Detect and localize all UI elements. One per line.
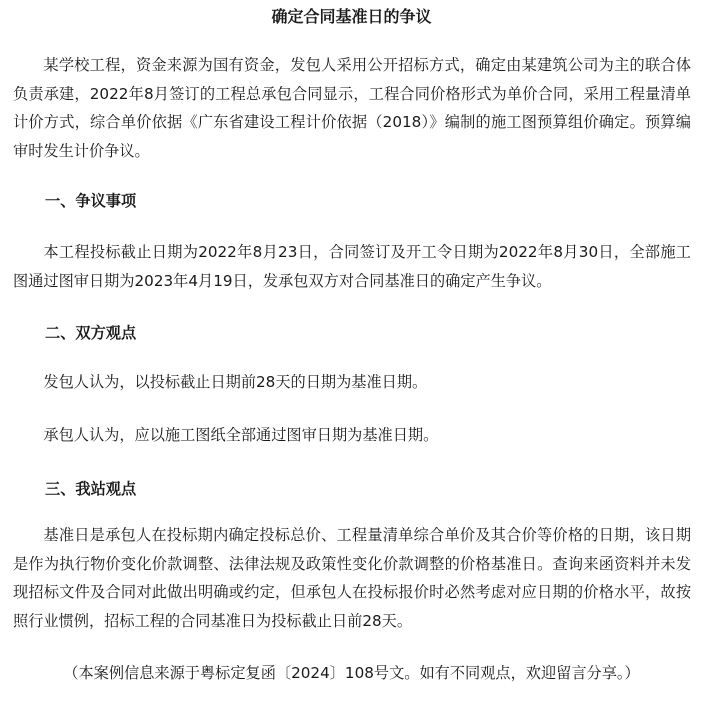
employer-view-paragraph: 发包人认为，以投标截止日期前28天的日期为基准日期。 [43,373,428,391]
source-note: （本案例信息来源于粤标定复函〔2024〕108号文。如有不同观点，欢迎留言分享。） [63,664,640,682]
our-view-paragraph: 基准日是承包人在投标期内确定投标总价、工程量清单综合单价及其合价等价格的日期，该日期是作为执行物价变化价款调整、法律法规及政策性变化价款调整的价格基准日。查询来函资料并未发现招标文件及合同对此做出明确或约定，但承包人在投标报价时必然考虑对应日期的价格水平，故按照行业惯例，招标工程的合同基准日为投标截止日前28天。 [13,526,691,630]
section-heading-our-view: 三、我站观点 [45,480,137,498]
intro-paragraph: 某学校工程，资金来源为国有资金，发包人采用公开招标方式，确定由某建筑公司为主的联合体负责承建，2022年8月签订的工程总承包合同显示，工程合同价格形式为单价合同，采用工程量清单计价方式，综合单价依据《广东省建设工程计价依据（2018）》编制的施工图预算组价确定。预算编审时发生计价争议。 [13,56,691,160]
section-heading-dispute: 一、争议事项 [45,192,137,210]
dispute-paragraph: 本工程投标截止日期为2022年8月23日，合同签订及开工令日期为2022年8月30日，全部施工图通过图审日期为2023年4月19日，发承包双方对合同基准日的确定产生争议。 [13,243,691,290]
section-heading-positions: 二、双方观点 [45,324,137,342]
contractor-view-paragraph: 承包人认为，应以施工图纸全部通过图审日期为基准日期。 [43,426,439,444]
document-title: 确定合同基准日的争议 [271,7,432,26]
